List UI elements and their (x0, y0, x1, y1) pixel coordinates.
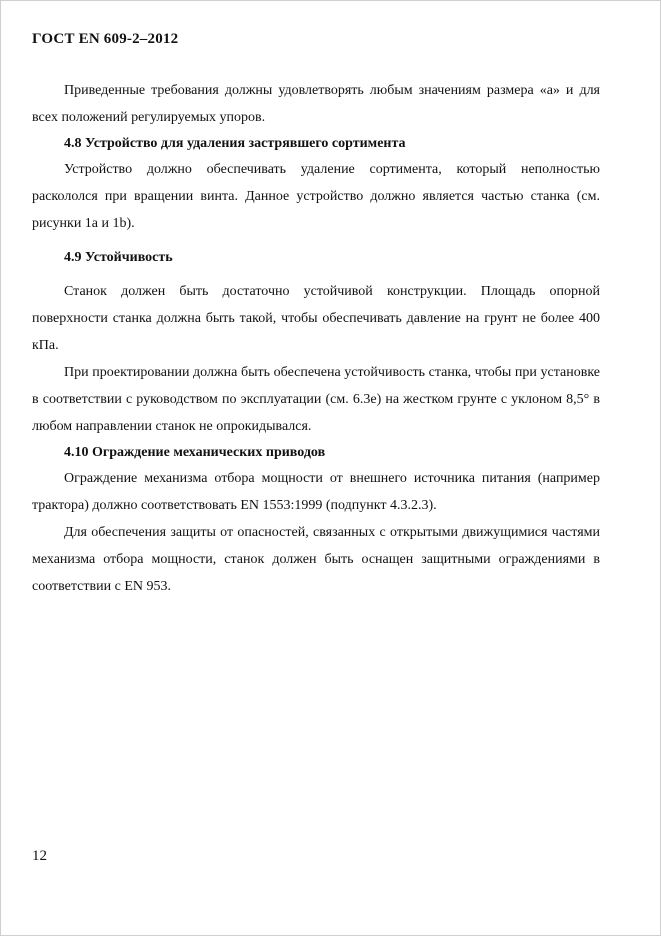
standard-header: ГОСТ EN 609-2–2012 (32, 31, 179, 47)
section-heading-4-8: 4.8 Устройство для удаления застрявшего сортимента (64, 136, 406, 151)
section-heading-4-9: 4.9 Устойчивость (64, 250, 173, 265)
section-heading-4-10: 4.10 Ограждение механических приводов (64, 445, 326, 460)
paragraph-4-10-a: Ограждение механизма отбора мощности от внешнего источника питания (например трактора) должно соответствовать EN 1553:1999 (подпункт 4.3.2.3). (32, 471, 600, 513)
paragraph-4-9-a: Станок должен быть достаточно устойчивой конструкции. Площадь опорной поверхности станка должна быть такой, чтобы обеспечивать давление на грунт не более 400 кПа. (32, 284, 600, 353)
paragraph-4-9-b: При проектировании должна быть обеспечена устойчивость станка, чтобы при установке в соответствии с руководством по эксплуатации (см. 6.3е) на жестком грунте с уклоном 8,5° в любом направлении станок не опрокидывался. (32, 365, 600, 434)
spacer (32, 270, 600, 278)
document-body (32, 77, 600, 600)
paragraph-4-10-b: Для обеспечения защиты от опасностей, связанных с открытыми движущимися частями механизма отбора мощности, станок должен быть оснащен защитными ограждениями в соответствии с EN 953. (32, 525, 600, 594)
paragraph-4-8: Устройство должно обеспечивать удаление сортимента, который неполностью раскололся при вращении винта. Данное устройство должно является частью станка (см. рисунки 1a и 1b). (32, 162, 600, 231)
paragraph-requirements: Приведенные требования должны удовлетворять любым значениям размера «a» и для всех положений регулируемых упоров. (32, 83, 600, 125)
spacer (32, 237, 600, 245)
page-number: 12 (32, 848, 47, 864)
